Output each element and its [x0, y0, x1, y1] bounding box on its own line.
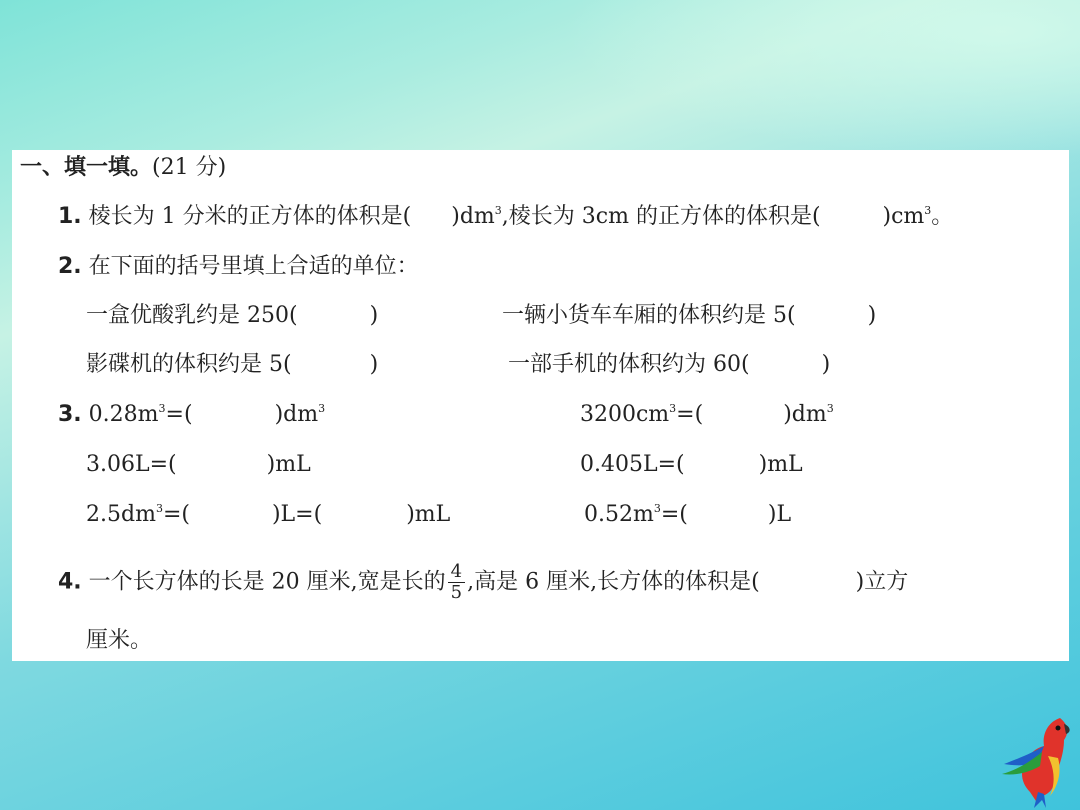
- parrot-icon: [998, 712, 1078, 808]
- superscript: 3: [494, 204, 502, 217]
- q2-item-text: 一辆小货车车厢的体积约是 5(: [502, 303, 796, 328]
- q2-item-close: ): [867, 303, 877, 328]
- q3-text: )dm: [274, 402, 319, 427]
- question-number: 2.: [58, 254, 82, 279]
- section-score: (21 分): [152, 155, 227, 180]
- fraction-denominator: 5: [450, 582, 463, 603]
- q3-text: =(: [676, 402, 704, 427]
- worksheet-panel: [12, 150, 1069, 661]
- question-4-continued: [86, 626, 152, 656]
- question-number: 3.: [58, 402, 82, 427]
- q2-stem: 在下面的括号里填上合适的单位：: [88, 254, 419, 279]
- q3-text: =(: [162, 502, 190, 527]
- q3-text: =(: [165, 402, 193, 427]
- q3-text: 0.52m: [584, 502, 654, 527]
- q2-item-close: ): [369, 352, 379, 377]
- q1-text-g: 。: [931, 204, 954, 229]
- superscript: 3: [924, 204, 932, 217]
- q4-text-c: )立方: [855, 569, 909, 595]
- question-3-row-2-right: [580, 450, 803, 480]
- superscript: 3: [826, 402, 834, 415]
- question-3-row-2-left: [86, 450, 311, 480]
- q3-text: 2.5dm: [86, 502, 156, 527]
- q4-text-a: 一个长方体的长是 20 厘米,宽是长的: [88, 569, 446, 595]
- question-2: [58, 252, 419, 282]
- q3-text: )mL: [406, 502, 451, 527]
- q2-item-close: ): [821, 352, 831, 377]
- superscript: 3: [669, 402, 677, 415]
- question-3-row-1-left: [58, 400, 325, 430]
- q2-item-text: 一部手机的体积约为 60(: [508, 352, 750, 377]
- q2-item-2: [502, 301, 876, 331]
- q1-text-a: 棱长为 1 分米的正方体的体积是(: [88, 204, 412, 229]
- q1-text-b: )dm: [451, 204, 495, 229]
- q3-text: )dm: [783, 402, 827, 427]
- superscript: 3: [653, 502, 661, 515]
- q3-text: =(: [660, 502, 688, 527]
- q3-text: 0.405L=(: [580, 452, 685, 477]
- superscript: 3: [155, 502, 163, 515]
- section-title: 一、填一填。: [20, 155, 153, 180]
- q2-item-3: [86, 350, 378, 380]
- q1-text-e: )cm: [882, 204, 925, 229]
- q3-text: )mL: [266, 452, 311, 477]
- question-number: 1.: [58, 204, 82, 229]
- question-1: [58, 202, 953, 232]
- q3-text: )L=(: [271, 502, 323, 527]
- question-number: 4.: [58, 569, 82, 595]
- q1-text-d: ,棱长为 3cm 的正方体的体积是(: [501, 204, 821, 229]
- q4-text-d: 厘米。: [86, 628, 153, 653]
- superscript: 3: [158, 402, 166, 415]
- question-4: [58, 562, 908, 603]
- superscript: 3: [318, 402, 326, 415]
- q2-item-close: ): [369, 303, 379, 328]
- section-heading: [20, 153, 226, 183]
- q3-text: )mL: [758, 452, 803, 477]
- question-3-row-1-right: [580, 400, 834, 430]
- q2-item-text: 影碟机的体积约是 5(: [86, 352, 292, 377]
- fraction: [448, 562, 465, 603]
- question-3-row-3-right: [584, 500, 791, 530]
- q4-text-b: ,高是 6 厘米,长方体的体积是(: [467, 569, 760, 595]
- q2-item-1: [86, 301, 378, 331]
- q3-text: 0.28m: [88, 402, 159, 427]
- q2-item-text: 一盒优酸乳约是 250(: [86, 303, 298, 328]
- q3-text: 3200cm: [580, 402, 670, 427]
- q2-item-4: [508, 350, 830, 380]
- q3-text: 3.06L=(: [86, 452, 177, 477]
- question-3-row-3-left: [86, 500, 450, 530]
- q3-text: )L: [767, 502, 792, 527]
- background-glow: [560, 0, 1080, 160]
- fraction-numerator: 4: [448, 562, 465, 583]
